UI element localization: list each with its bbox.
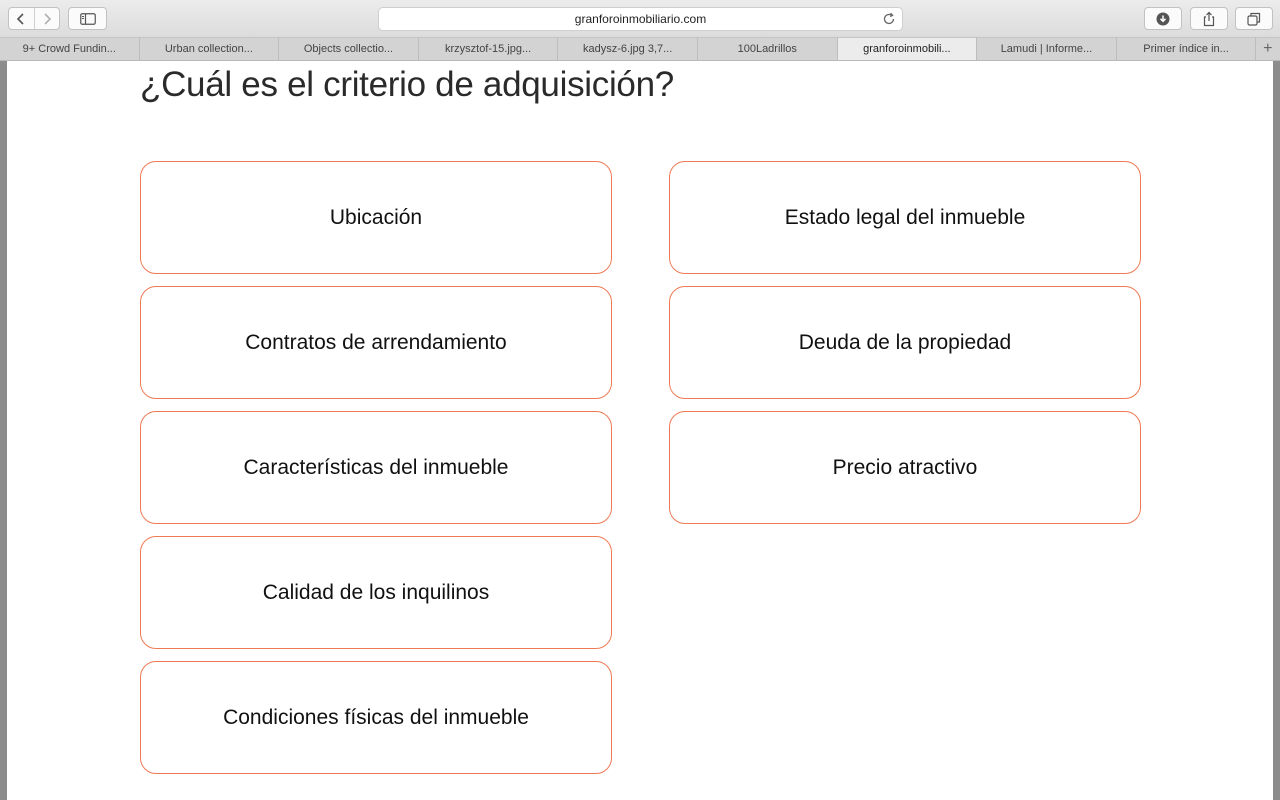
- option-condiciones-fisicas[interactable]: Condiciones físicas del inmueble: [140, 661, 612, 774]
- tab-100ladrillos[interactable]: 100Ladrillos: [698, 38, 838, 60]
- option-calidad-inquilinos[interactable]: Calidad de los inquilinos: [140, 536, 612, 649]
- option-deuda-propiedad[interactable]: Deuda de la propiedad: [669, 286, 1141, 399]
- sidebar-icon: [80, 13, 96, 25]
- tab-granforoinmobiliario[interactable]: granforoinmobili...: [838, 38, 978, 60]
- reload-icon[interactable]: [882, 12, 896, 26]
- option-contratos-arrendamiento[interactable]: Contratos de arrendamiento: [140, 286, 612, 399]
- tab-lamudi[interactable]: Lamudi | Informe...: [977, 38, 1117, 60]
- tab-bar: [0, 38, 1280, 61]
- new-tab-button[interactable]: +: [1263, 40, 1273, 57]
- tab-kadysz[interactable]: kadysz-6.jpg 3,7...: [558, 38, 698, 60]
- option-precio-atractivo[interactable]: Precio atractivo: [669, 411, 1141, 524]
- nav-buttons: [8, 7, 60, 30]
- tab-krzysztof[interactable]: krzysztof-15.jpg...: [419, 38, 559, 60]
- forward-button[interactable]: [34, 8, 60, 29]
- share-icon: [1202, 11, 1216, 27]
- option-estado-legal[interactable]: Estado legal del inmueble: [669, 161, 1141, 274]
- chevron-right-icon: [42, 13, 52, 25]
- download-icon: [1156, 12, 1170, 26]
- tab-objects-collection[interactable]: Objects collectio...: [279, 38, 419, 60]
- browser-toolbar: [0, 0, 1280, 38]
- back-button[interactable]: [9, 8, 34, 29]
- tab-primer-indice[interactable]: Primer índice in...: [1117, 38, 1257, 60]
- page-content: [7, 61, 1273, 800]
- chevron-left-icon: [16, 13, 26, 25]
- tabs-overview-button[interactable]: [1235, 7, 1273, 30]
- tab-urban-collection[interactable]: Urban collection...: [140, 38, 280, 60]
- url-text: granforoinmobiliario.com: [574, 12, 707, 26]
- address-bar[interactable]: [378, 7, 903, 31]
- page-title: ¿Cuál es el criterio de adquisición?: [140, 65, 674, 104]
- tab-crowdfunding[interactable]: 9+ Crowd Fundin...: [0, 38, 140, 60]
- tabs-icon: [1247, 12, 1261, 26]
- share-button[interactable]: [1190, 7, 1228, 30]
- downloads-button[interactable]: [1144, 7, 1182, 30]
- option-ubicacion[interactable]: Ubicación: [140, 161, 612, 274]
- option-caracteristicas-inmueble[interactable]: Características del inmueble: [140, 411, 612, 524]
- sidebar-button[interactable]: [68, 7, 107, 30]
